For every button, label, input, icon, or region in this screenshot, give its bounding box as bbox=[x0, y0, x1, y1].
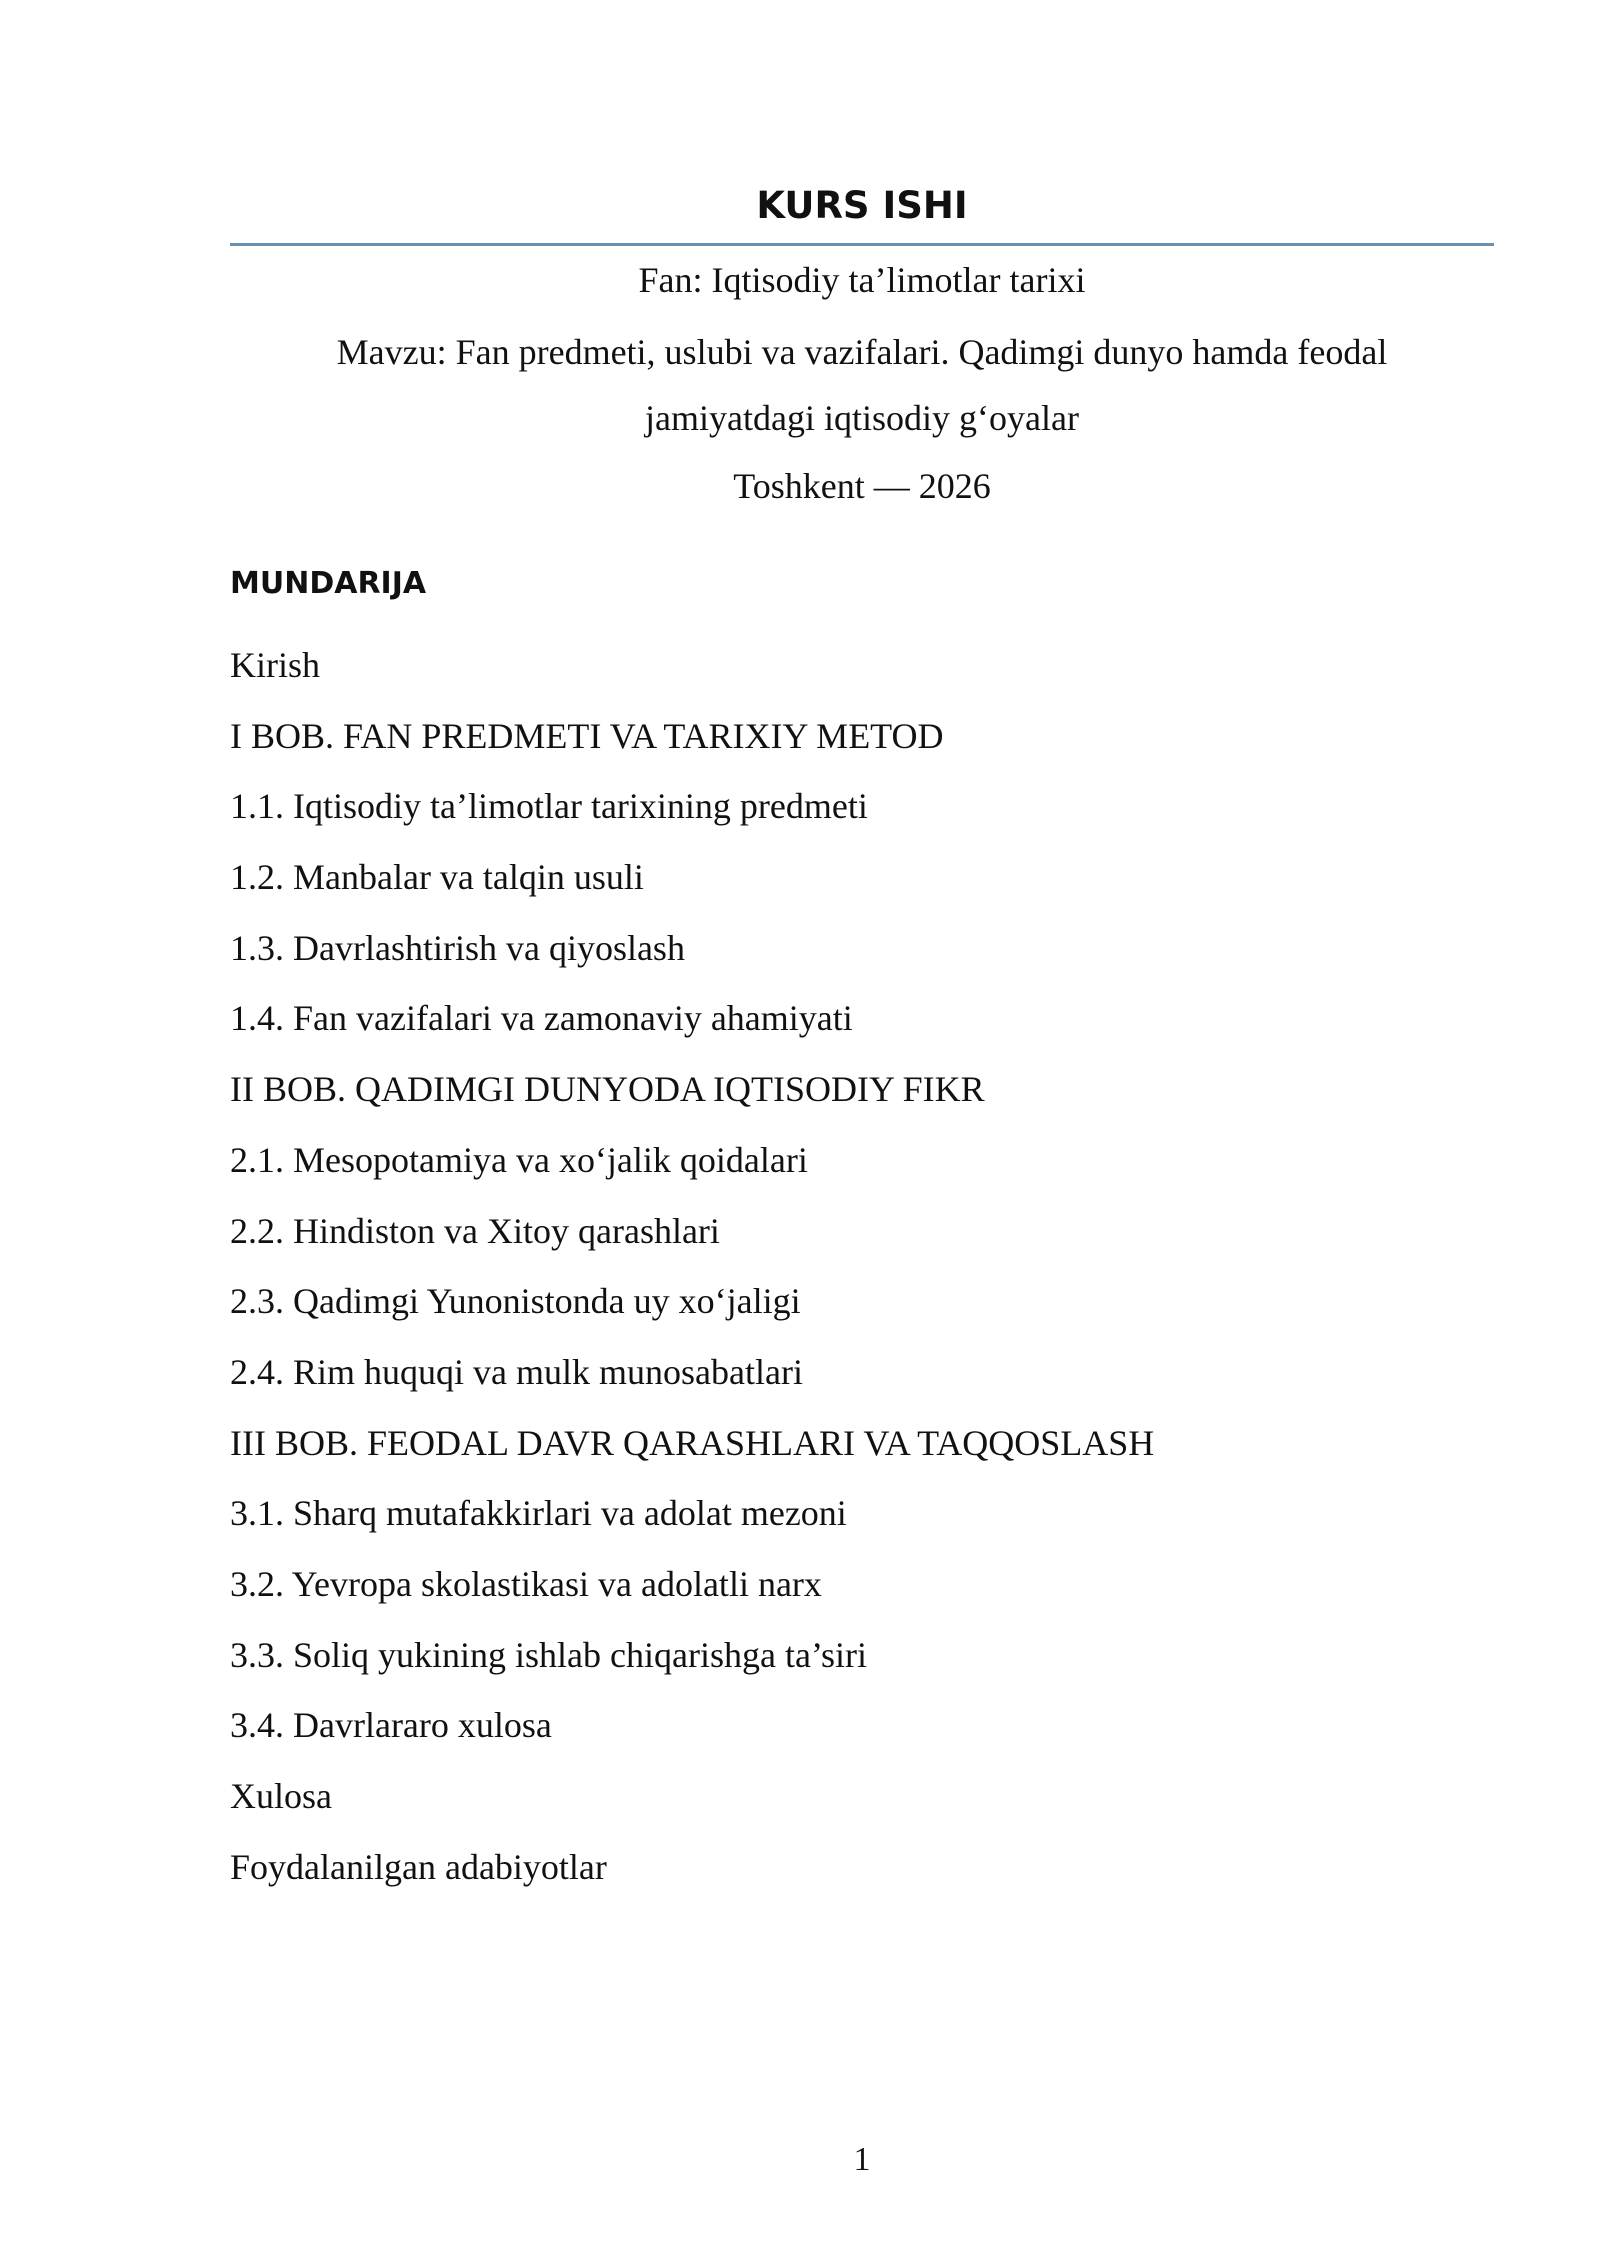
toc-item: 3.1. Sharq mutafakkirlari va adolat mezoni bbox=[230, 1493, 847, 1534]
toc-item: 2.1. Mesopotamiya va xo‘jalik qoidalari bbox=[230, 1139, 808, 1180]
toc-item: 3.3. Soliq yukining ishlab chiqarishga ta’siri bbox=[230, 1634, 867, 1675]
toc-item: Foydalanilgan adabiyotlar bbox=[230, 1846, 607, 1887]
toc-item: Kirish bbox=[230, 645, 320, 685]
toc-item: 1.4. Fan vazifalari va zamonaviy ahamiyati bbox=[230, 998, 853, 1039]
topic-line-1: Mavzu: Fan predmeti, uslubi va vazifalari. Qadimgi dunyo hamda feodal bbox=[336, 332, 1388, 372]
table-of-contents bbox=[230, 637, 1494, 1909]
place-year-line: Toshkent — 2026 bbox=[733, 466, 991, 506]
topic-line-2: jamiyatdagi iqtisodiy g‘oyalar bbox=[645, 398, 1079, 438]
document-title: KURS ISHI bbox=[756, 184, 968, 227]
toc-item: II BOB. QADIMGI DUNYODA IQTISODIY FIKR bbox=[230, 1069, 985, 1110]
toc-heading: MUNDARIJA bbox=[230, 566, 427, 601]
toc-item: 1.1. Iqtisodiy ta’limotlar tarixining predmeti bbox=[230, 786, 868, 827]
toc-item: I BOB. FAN PREDMETI VA TARIXIY METOD bbox=[230, 715, 944, 756]
toc-item: III BOB. FEODAL DAVR QARASHLARI VA TAQQOSLASH bbox=[230, 1422, 1155, 1463]
toc-item: 3.2. Yevropa skolastikasi va adolatli narx bbox=[230, 1563, 822, 1604]
page-number: 1 bbox=[853, 2141, 871, 2178]
toc-item: Xulosa bbox=[230, 1776, 332, 1816]
title-underline-rule bbox=[230, 243, 1494, 246]
subject-line: Fan: Iqtisodiy ta’limotlar tarixi bbox=[638, 260, 1086, 300]
toc-item: 2.2. Hindiston va Xitoy qarashlari bbox=[230, 1210, 720, 1251]
toc-item: 1.3. Davrlashtirish va qiyoslash bbox=[230, 927, 685, 968]
toc-item: 1.2. Manbalar va talqin usuli bbox=[230, 857, 644, 898]
toc-item: 2.4. Rim huquqi va mulk munosabatlari bbox=[230, 1351, 803, 1392]
toc-item: 3.4. Davrlararo xulosa bbox=[230, 1705, 552, 1746]
toc-item: 2.3. Qadimgi Yunonistonda uy xo‘jaligi bbox=[230, 1281, 801, 1322]
